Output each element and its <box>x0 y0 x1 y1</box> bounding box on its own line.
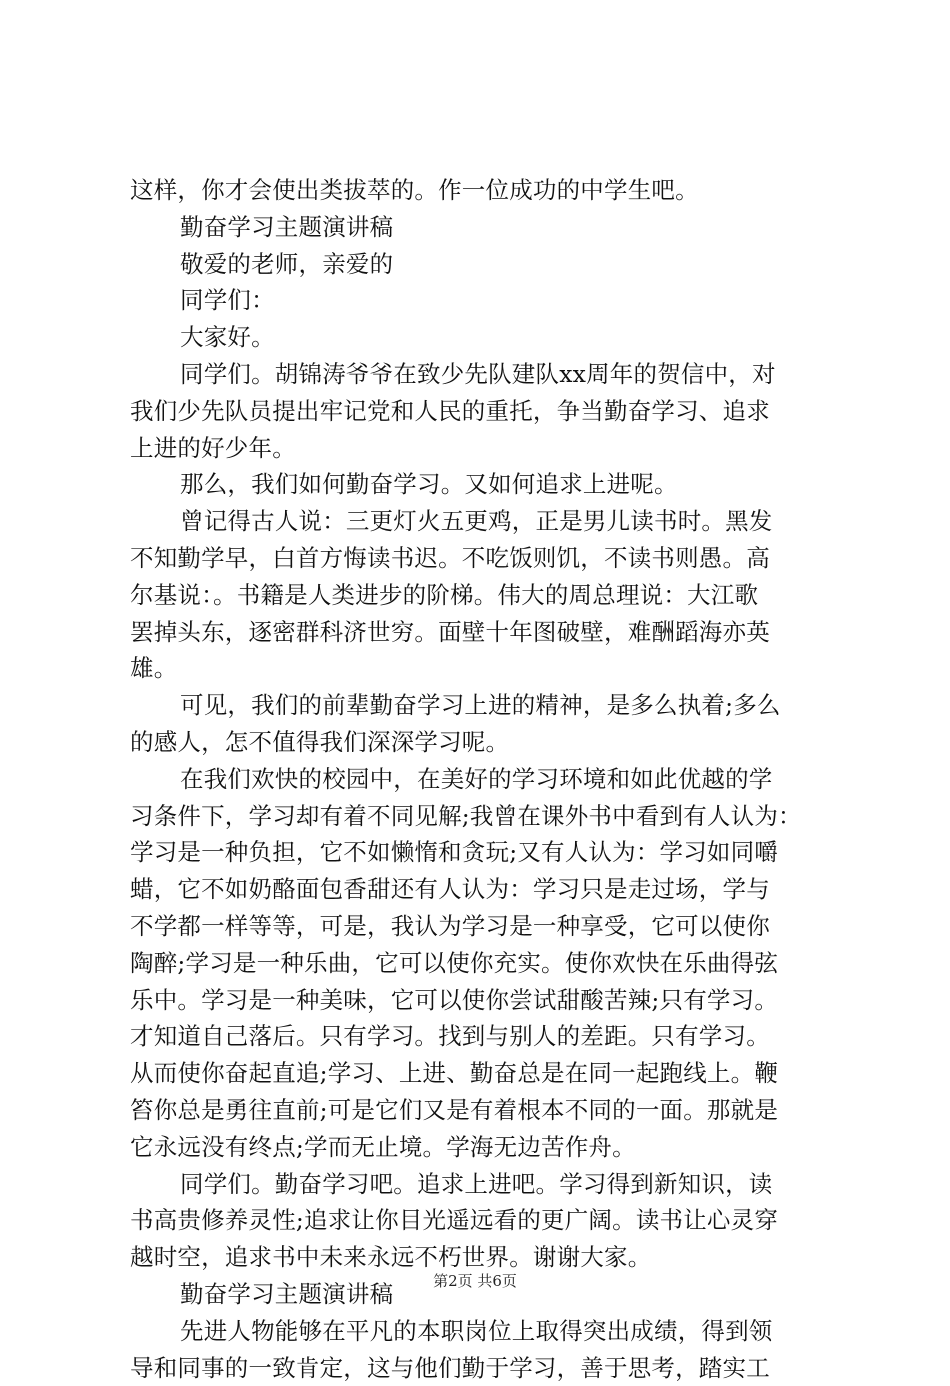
text-line: 的感人，怎不值得我们深深学习呢。 <box>130 724 830 761</box>
text-line: 罢掉头东，逐密群科济世穷。面壁十年图破壁，难酬蹈海亦英 <box>130 614 830 651</box>
text-line: 勤奋学习主题演讲稿 <box>130 209 830 246</box>
text-line: 上进的好少年。 <box>130 430 830 467</box>
text-line: 这样，你才会使出类拔萃的。作一位成功的中学生吧。 <box>130 172 830 209</box>
text-line: 雄。 <box>130 650 830 687</box>
text-line: 习条件下，学习却有着不同见解;我曾在课外书中看到有人认为： <box>130 798 830 835</box>
text-line: 先进人物能够在平凡的本职岗位上取得突出成绩，得到领 <box>130 1313 830 1350</box>
text-line: 越时空，追求书中未来永远不朽世界。谢谢大家。 <box>130 1239 830 1276</box>
text-line: 陶醉;学习是一种乐曲，它可以使你充实。使你欢快在乐曲得弦 <box>130 945 830 982</box>
text-line: 导和同事的一致肯定，这与他们勤于学习，善于思考，踏实工 <box>130 1350 830 1386</box>
text-line: 笞你总是勇往直前;可是它们又是有着根本不同的一面。那就是 <box>130 1092 830 1129</box>
text-line: 才知道自己落后。只有学习。找到与别人的差距。只有学习。 <box>130 1018 830 1055</box>
text-line: 同学们。勤奋学习吧。追求上进吧。学习得到新知识，读 <box>130 1166 830 1203</box>
page-footer <box>0 1270 950 1291</box>
text-line: 在我们欢快的校园中，在美好的学习环境和如此优越的学 <box>130 761 830 798</box>
text-line: 敬爱的老师，亲爱的 <box>130 246 830 283</box>
text-line: 不知勤学早，白首方悔读书迟。不吃饭则饥，不读书则愚。高 <box>130 540 830 577</box>
page-number-label: 第2页 共6页 <box>433 1272 517 1290</box>
document-body <box>130 172 830 1386</box>
text-line: 学习是一种负担，它不如懒惰和贪玩;又有人认为：学习如同嚼 <box>130 834 830 871</box>
text-line: 那么，我们如何勤奋学习。又如何追求上进呢。 <box>130 466 830 503</box>
text-line: 书高贵修养灵性;追求让你目光遥远看的更广阔。读书让心灵穿 <box>130 1202 830 1239</box>
text-line: 我们少先队员提出牢记党和人民的重托，争当勤奋学习、追求 <box>130 393 830 430</box>
text-line: 蜡，它不如奶酪面包香甜还有人认为：学习只是走过场，学与 <box>130 871 830 908</box>
text-line: 曾记得古人说：三更灯火五更鸡，正是男儿读书时。黑发 <box>130 503 830 540</box>
text-line: 同学们。胡锦涛爷爷在致少先队建队xx周年的贺信中，对 <box>130 356 830 393</box>
text-line: 不学都一样等等，可是，我认为学习是一种享受，它可以使你 <box>130 908 830 945</box>
text-line: 同学们： <box>130 282 830 319</box>
text-line: 尔基说：。书籍是人类进步的阶梯。伟大的周总理说：大江歌 <box>130 577 830 614</box>
text-line: 可见，我们的前辈勤奋学习上进的精神，是多么执着;多么 <box>130 687 830 724</box>
text-line: 大家好。 <box>130 319 830 356</box>
text-line: 它永远没有终点;学而无止境。学海无边苦作舟。 <box>130 1129 830 1166</box>
text-line: 乐中。学习是一种美味，它可以使你尝试甜酸苦辣;只有学习。 <box>130 982 830 1019</box>
text-line: 勤奋学习主题演讲稿 <box>130 1276 830 1313</box>
text-line: 从而使你奋起直追;学习、上进、勤奋总是在同一起跑线上。鞭 <box>130 1055 830 1092</box>
